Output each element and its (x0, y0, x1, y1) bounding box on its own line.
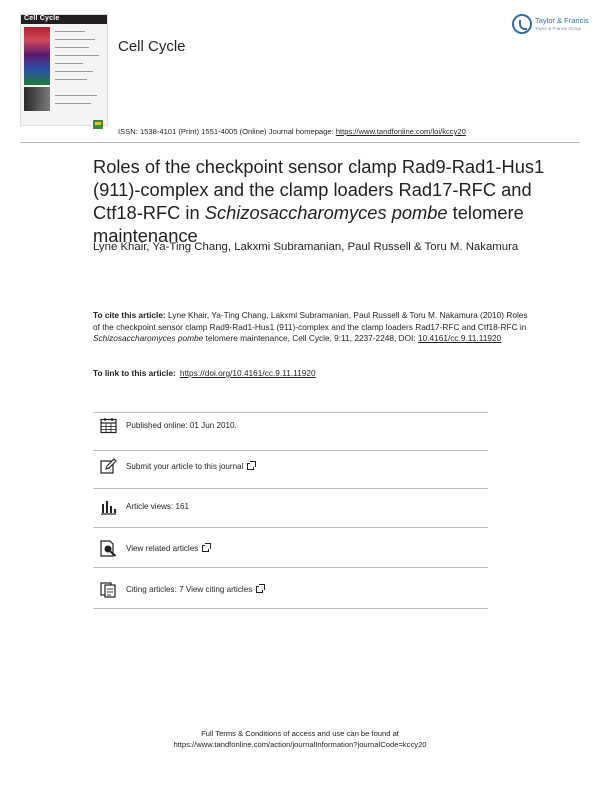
metrics-divider (93, 567, 488, 568)
citation-icon (100, 581, 117, 598)
cover-text-line (55, 79, 87, 80)
article-doi-link[interactable]: https://doi.org/10.4161/cc.9.11.11920 (179, 368, 316, 378)
issn-text: ISSN: 1538-4101 (Print) 1551-4005 (Online) Journal homepage: (118, 127, 336, 136)
article-views-text: Article views: 161 (126, 501, 189, 511)
cover-text-line (55, 39, 95, 40)
metrics-divider (93, 608, 488, 609)
external-link-icon (256, 586, 263, 593)
calendar-icon (100, 417, 117, 434)
citing-articles-link[interactable]: Citing articles: 7 View citing articles (126, 584, 253, 594)
citation-text-part2: telomere maintenance, Cell Cycle, 9:11, 2237-2248, DOI: (203, 333, 418, 344)
metrics-divider (93, 488, 488, 489)
citation-doi-link[interactable]: 10.4161/cc.9.11.11920 (417, 333, 502, 344)
article-title (93, 155, 563, 247)
citation-block (93, 310, 533, 345)
edit-icon (100, 458, 117, 475)
journal-name: Cell Cycle (118, 38, 186, 55)
metrics-divider (93, 450, 488, 451)
cover-text-line (55, 47, 89, 48)
cover-image (24, 27, 50, 85)
footer-terms-text: Full Terms & Conditions of access and use can be found at (201, 729, 399, 738)
cover-image-secondary (24, 87, 50, 111)
article-views-row (100, 495, 189, 517)
article-title-part1: Roles of the checkpoint sensor clamp Rad9-Rad1-Hus1 (911)-complex and the clamp loaders Rad17-RFC and Ctf18-RFC in (93, 156, 545, 223)
citation-label: To cite this article: (93, 310, 166, 320)
article-link-label: To link to this article: (93, 368, 176, 378)
cover-text-line (55, 31, 85, 32)
cover-text-line (55, 103, 91, 104)
submit-article-row[interactable] (100, 455, 254, 477)
publisher-logo-sub: Taylor & Francis Group (535, 26, 582, 31)
external-link-icon (202, 545, 209, 552)
publisher-logo[interactable] (512, 14, 589, 44)
citation-species: Schizosaccharomyces pombe (93, 333, 204, 344)
publisher-logo-name: Taylor & Francis (535, 16, 589, 25)
citing-articles-row[interactable] (100, 578, 263, 600)
published-online-text: Published online: 01 Jun 2010. (126, 420, 237, 430)
journal-homepage-link[interactable]: https://www.tandfonline.com/loi/kccy20 (335, 127, 466, 136)
issn-line (118, 127, 466, 136)
footer-terms-link[interactable]: https://www.tandfonline.com/action/journalInformation?journalCode=kccy20 (173, 740, 427, 749)
submit-article-link[interactable]: Submit your article to this journal (126, 461, 244, 471)
article-link-row (93, 368, 316, 378)
cover-text-line (55, 63, 83, 64)
cover-title: Cell Cycle (24, 15, 60, 22)
article-authors: Lyne Khair, Ya-Ting Chang, Lakxmi Subramanian, Paul Russell & Toru M. Nakamura (93, 241, 519, 253)
metrics-divider (93, 527, 488, 528)
publisher-mark-icon (93, 120, 103, 129)
cover-text-line (55, 55, 99, 56)
journal-cover (20, 14, 108, 126)
external-link-icon (247, 463, 254, 470)
metrics-divider (93, 412, 488, 413)
search-document-icon (100, 540, 117, 557)
footer (0, 728, 600, 750)
article-title-species: Schizosaccharomyces pombe (204, 202, 448, 223)
bar-chart-icon (100, 498, 117, 515)
citation-text-part1: Lyne Khair, Ya-Ting Chang, Lakxmi Subramanian, Paul Russell & Toru M. Nakamura (2010) Roles of the checkpoint sensor clamp Rad9-Rad1-Hus1 (911)-complex and the clamp loaders Rad17-RFC and Ctf18-RFC in (93, 310, 528, 332)
header-divider (20, 142, 580, 143)
published-online-row (100, 414, 237, 436)
cover-text-line (55, 95, 97, 96)
publisher-logo-icon (512, 14, 532, 34)
related-articles-row[interactable] (100, 537, 209, 559)
article-title-part2: telomere maintenance (93, 202, 524, 246)
related-articles-link[interactable]: View related articles (126, 543, 199, 553)
cover-text-line (55, 71, 93, 72)
